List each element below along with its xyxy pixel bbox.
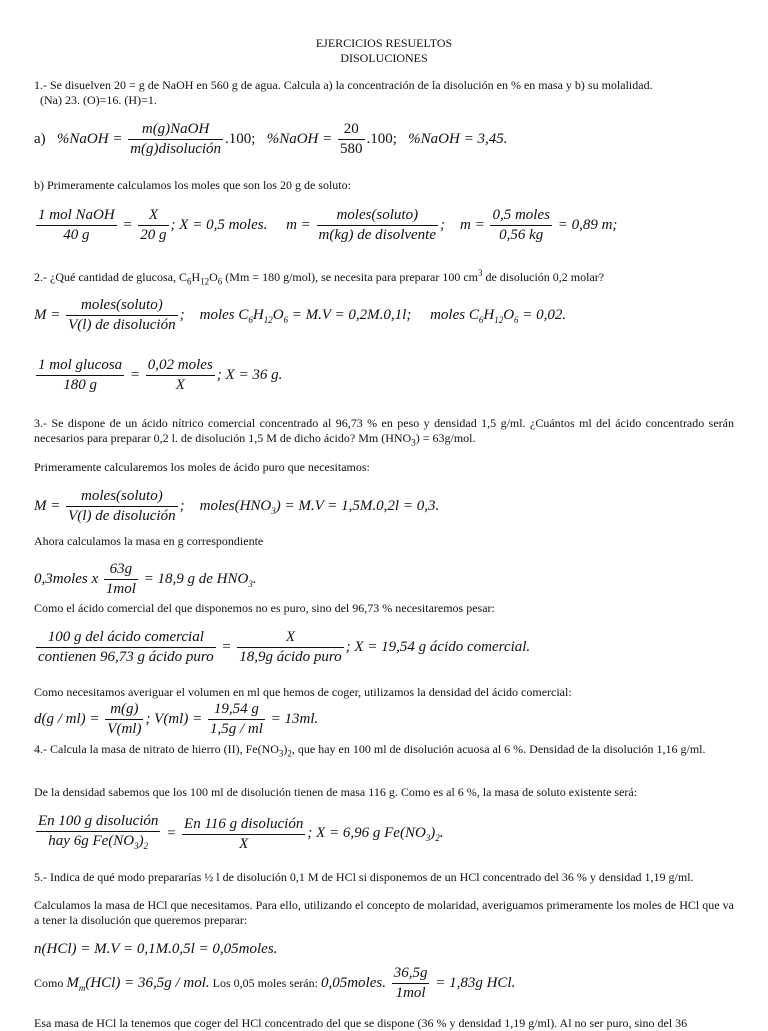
problem-3-commercial-equation bbox=[34, 628, 734, 667]
fraction bbox=[36, 628, 216, 667]
eq-result: = 13ml. bbox=[270, 710, 319, 727]
denominator: contienen 96,73 g ácido puro bbox=[38, 649, 214, 665]
fraction bbox=[36, 812, 160, 856]
eq-result: = 0,89 m; bbox=[557, 216, 618, 233]
problem-5-statement: 5.- Indica de qué modo prepararías ½ l de disolución 0,1 M de HCl si disponemos de un HCl concentrado del 36 % y densidad 1,19 g/ml. bbox=[34, 870, 694, 884]
eq-molar-mass: $M_m(HCl) = 36,5g$ / mol. bbox=[66, 974, 210, 993]
problem-2-mass-equation bbox=[34, 356, 734, 395]
fraction bbox=[128, 120, 223, 159]
eq-text: = bbox=[129, 366, 141, 383]
problem-2-molarity-equation bbox=[34, 296, 734, 335]
eq-result: %NaOH = 3,45. bbox=[408, 130, 508, 147]
problem-3-text-4: Como necesitamos averiguar el volumen en ml que hemos de coger, utilizamos la densidad del ácido comercial: bbox=[34, 685, 572, 699]
eq-text: ; bbox=[440, 216, 445, 233]
problem-3-statement: 3.- Se dispone de un ácido nítrico comercial concentrado al 96,73 % en peso y densidad 1,5 g/ml. ¿Cuántos ml del ácido concentrado serán necesarios para preparar 0,2 l. de disolución 1,5 M de dicho ácido? Mm $(HNO_3) = 63g/mol$. bbox=[34, 416, 734, 448]
problem-1b-equation bbox=[34, 206, 734, 245]
numerator: 63g bbox=[104, 560, 138, 580]
fraction bbox=[138, 206, 168, 245]
eq-mass-hcl bbox=[320, 965, 516, 1001]
fraction bbox=[392, 964, 430, 1003]
fraction bbox=[182, 815, 305, 854]
numerator: X bbox=[237, 628, 343, 648]
denominator: X bbox=[239, 835, 249, 852]
eq-text: ; bbox=[179, 306, 185, 323]
document-subtitle: DISOLUCIONES bbox=[340, 51, 428, 65]
fraction bbox=[105, 700, 143, 739]
numerator: moles(soluto) bbox=[66, 487, 177, 507]
eq-text: d(g / ml) = bbox=[34, 710, 100, 727]
numerator: 0,02 moles bbox=[146, 356, 215, 376]
numerator: 1 mol glucosa bbox=[36, 356, 124, 376]
fraction bbox=[66, 296, 177, 335]
denominator: 40 g bbox=[63, 227, 90, 243]
fraction bbox=[104, 560, 138, 599]
problem-3-molarity-equation bbox=[34, 487, 734, 526]
numerator: m(g)NaOH bbox=[128, 120, 223, 140]
fraction bbox=[338, 120, 365, 159]
eq-text: Los 0,05 moles serán: bbox=[212, 975, 318, 990]
numerator: 19,54 g bbox=[208, 700, 265, 720]
denominator: 180 g bbox=[63, 377, 97, 393]
eq-result: ; X = 19,54 g ácido comercial. bbox=[345, 638, 531, 655]
eq-text: = bbox=[221, 638, 232, 655]
numerator: 36,5g bbox=[392, 964, 430, 984]
eq-text: = bbox=[122, 216, 133, 233]
numerator: 0,5 moles bbox=[490, 206, 552, 226]
eq-result-hno3: = 18,9 g de $HNO_3$. bbox=[143, 570, 257, 589]
denominator: 20 g bbox=[140, 227, 167, 243]
problem-3-text-1: Primeramente calcularemos los moles de ácido puro que necesitamos: bbox=[34, 460, 370, 474]
problem-4-equation bbox=[34, 812, 734, 856]
problem-2-statement: 2.- ¿Qué cantidad de glucosa, $C_6H_{12}O_6$ (Mm = 180 g/mol), se necesita para preparar 100 $cm^3$ de disolución 0,2 molar? bbox=[34, 268, 605, 287]
fraction bbox=[490, 206, 552, 245]
denominator: 0,56 kg bbox=[499, 227, 544, 243]
problem-3-mass-equation bbox=[34, 560, 734, 599]
eq-text: ; V(ml) = bbox=[145, 710, 203, 727]
problem-1a-equation bbox=[34, 120, 734, 159]
eq-text: Como bbox=[34, 975, 64, 990]
numerator: moles(soluto) bbox=[66, 296, 177, 316]
fraction bbox=[146, 356, 215, 395]
denominator: X bbox=[175, 377, 185, 393]
denominator: 1,5g / ml bbox=[209, 721, 263, 737]
eq-text: = bbox=[166, 825, 177, 842]
problem-3-text-3: Como el ácido comercial del que disponemos no es puro, sino del 96,73 % necesitaremos pesar: bbox=[34, 601, 495, 615]
eq-moles-hno3: $moles(HNO_3) = M.V = 1,5M.0,2l = 0,3$. bbox=[199, 497, 440, 516]
problem-4-text-1: De la densidad sabemos que los 100 ml de disolución tienen de masa 116 g. Como es al 6 %, la masa de soluto existente será: bbox=[34, 785, 638, 799]
denominator: 18,9g ácido puro bbox=[239, 649, 342, 665]
fraction bbox=[317, 206, 438, 245]
problem-1b-text: b) Primeramente calculamos los moles que son los 20 g de soluto: bbox=[34, 178, 351, 192]
eq-result: = 1,83g HCl. bbox=[435, 974, 516, 991]
problem-1-atomic-masses: (Na) 23. (O)=16. (H)=1. bbox=[40, 93, 157, 107]
eq-text: M = bbox=[34, 306, 61, 323]
problem-4-statement: 4.- Calcula la masa de nitrato de hierro (II), $Fe(NO_3)_2$, que hay en 100 ml de disolución acuosa al 6 %. Densidad de la disolución 1,16 g/ml. bbox=[34, 742, 706, 759]
eq-result: ; X = 36 g. bbox=[216, 366, 283, 383]
problem-5-text-1: Calculamos la masa de HCl que necesitamos. Para ello, utilizando el concepto de molaridad, averiguamos primeramente los moles de HCl que va a tener la disolución que queremos preparar: bbox=[34, 898, 734, 927]
numerator: 20 bbox=[338, 120, 365, 140]
eq-text: .100; bbox=[366, 130, 397, 147]
eq-text: m = bbox=[286, 216, 311, 233]
numerator: m(g) bbox=[105, 700, 143, 720]
numerator: moles(soluto) bbox=[317, 206, 438, 226]
fraction bbox=[208, 700, 265, 739]
problem-5-last-line: Esa masa de HCl la tenemos que coger del HCl concentrado del que se dispone (36 % y densidad 1,19 g/ml). Al no ser puro, sino del 36 bbox=[34, 1016, 688, 1030]
numerator: X bbox=[138, 206, 168, 226]
eq-text: 0,05moles. bbox=[320, 974, 386, 991]
eq-text: ; bbox=[179, 497, 185, 514]
eq-moles-glucose-result: moles $C_6H_{12}O_6 = 0,02$. bbox=[430, 306, 567, 325]
eq-text: 0,3moles x bbox=[34, 570, 99, 587]
numerator: En 100 g disolución bbox=[36, 812, 160, 832]
fraction bbox=[66, 487, 177, 526]
eq-text: .100; bbox=[225, 130, 256, 147]
eq-result: ; X = 0,5 moles. bbox=[170, 216, 268, 233]
denominator: m(g)disolución bbox=[130, 141, 222, 157]
numerator: 1 mol NaOH bbox=[36, 206, 117, 226]
problem-5-mass-line bbox=[34, 964, 734, 1003]
eq-text: M = bbox=[34, 497, 61, 514]
denominator: 1mol bbox=[105, 581, 136, 597]
part-label: a) bbox=[34, 130, 46, 147]
eq-moles-glucose: moles $C_6H_{12}O_6 = M.V = 0,2M.0,1l$; bbox=[199, 306, 412, 325]
denominator: V(ml) bbox=[107, 721, 142, 737]
numerator: 100 g del ácido comercial bbox=[36, 628, 216, 648]
problem-3-density-equation bbox=[34, 700, 734, 739]
denominator: 580 bbox=[340, 141, 363, 157]
denominator: V(l) de disolución bbox=[68, 508, 176, 524]
problem-3-text-2: Ahora calculamos la masa en g correspondiente bbox=[34, 534, 264, 548]
fraction bbox=[237, 628, 343, 667]
denominator: 1mol bbox=[395, 985, 426, 1001]
eq-result-fe: ; X = 6,96 g $Fe(NO_3)_2$. bbox=[307, 825, 444, 844]
eq-text: m = bbox=[460, 216, 485, 233]
problem-5-moles-equation: n(HCl) = M.V = 0,1M.0,5l = 0,05moles. bbox=[34, 941, 278, 957]
numerator: En 116 g disolución bbox=[182, 815, 305, 835]
eq-text: %NaOH = bbox=[56, 130, 123, 147]
document-title: EJERCICIOS RESUELTOS bbox=[315, 36, 453, 50]
denominator: V(l) de disolución bbox=[68, 317, 176, 333]
fraction bbox=[36, 356, 124, 395]
fraction bbox=[36, 206, 117, 245]
denominator: hay 6g $Fe(NO_3)_2$ bbox=[48, 833, 149, 851]
denominator: m(kg) de disolvente bbox=[318, 227, 436, 243]
problem-1-statement: 1.- Se disuelven 20 = g de NaOH en 560 g de agua. Calcula a) la concentración de la disolución en % en masa y b) su molalidad. bbox=[34, 78, 653, 92]
eq-text: %NaOH = bbox=[266, 130, 333, 147]
